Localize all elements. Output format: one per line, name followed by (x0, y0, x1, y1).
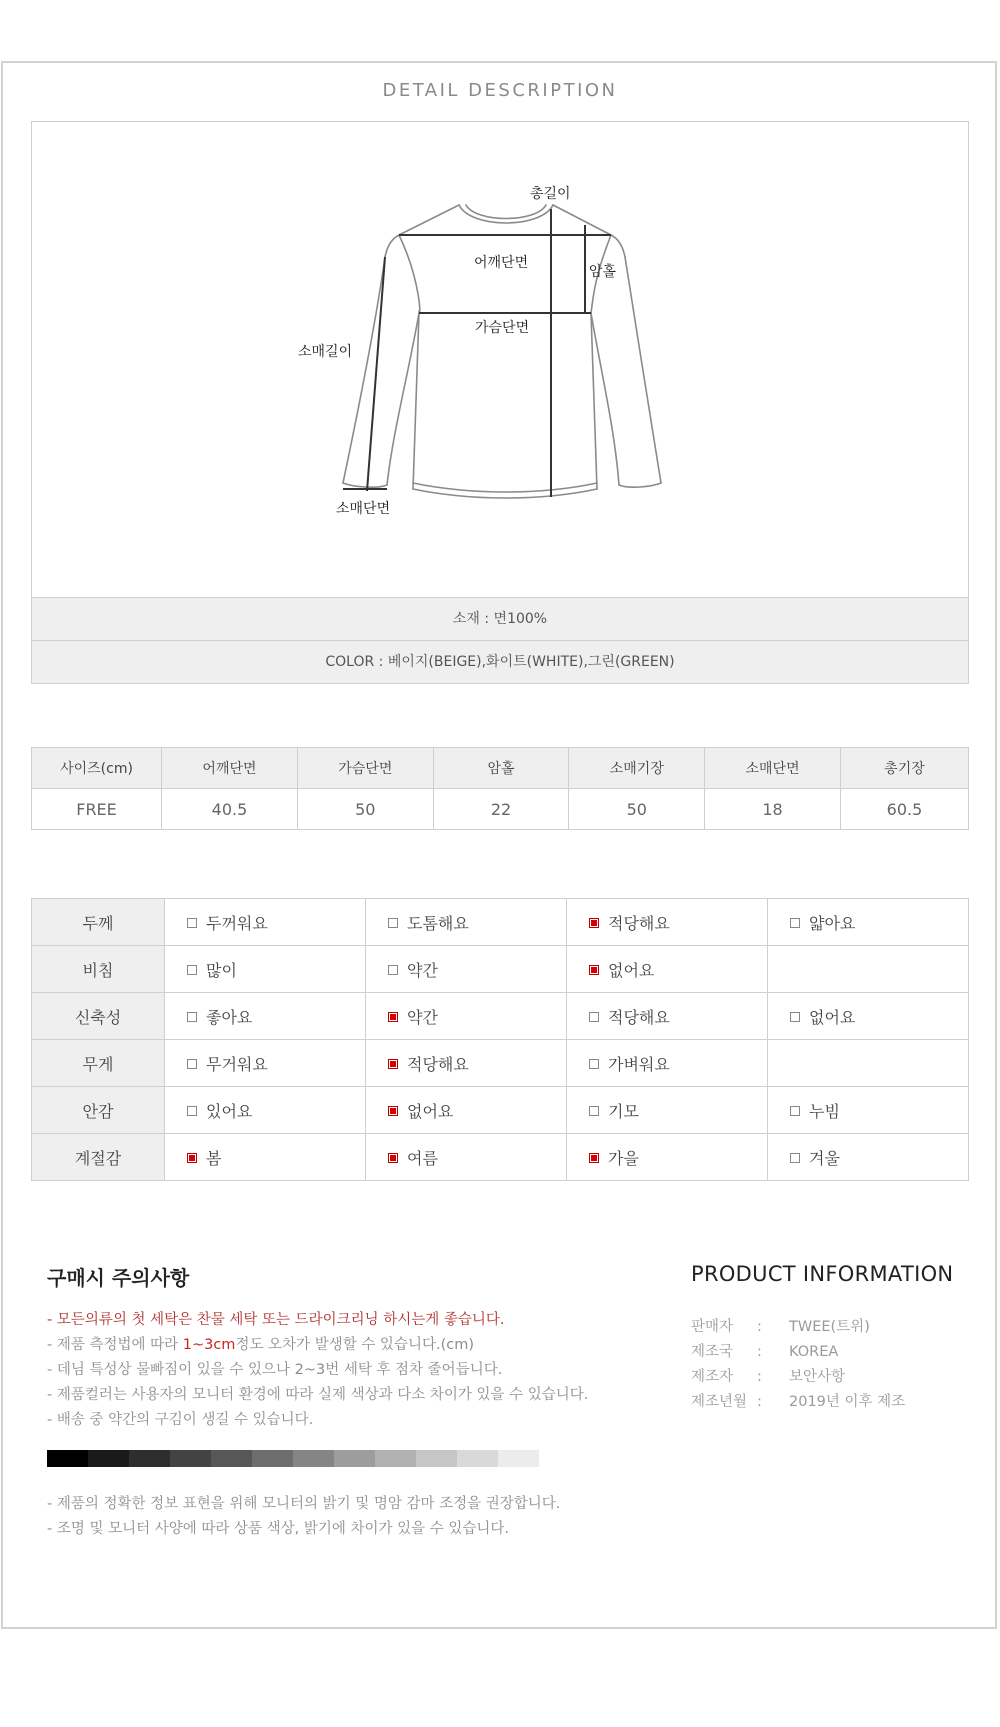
size-table (31, 747, 969, 830)
size-cell: 50 (569, 789, 705, 830)
property-option (567, 946, 768, 993)
label-total-length: 총길이 (530, 186, 571, 202)
product-info-row (691, 1365, 845, 1386)
unchecked-box-icon (187, 965, 197, 975)
gray-swatch (88, 1450, 129, 1467)
checked-box-icon (388, 1059, 398, 1069)
property-option-label: 많이 (206, 960, 237, 980)
property-option-label: 두꺼워요 (206, 913, 268, 933)
notice-highlight: 1~3cm (182, 1337, 236, 1353)
property-name: 두께 (32, 899, 165, 946)
checked-box-icon (388, 1106, 398, 1116)
property-option-label: 누빔 (809, 1101, 840, 1121)
checked-box-icon (589, 1153, 599, 1163)
gray-swatch (498, 1450, 539, 1467)
property-option (567, 993, 768, 1040)
notice-line: - 제품의 정확한 정보 표현을 위해 모니터의 밝기 및 명암 감마 조정을 권장합니다. (47, 1496, 561, 1512)
unchecked-box-icon (790, 918, 800, 928)
gray-swatch (375, 1450, 416, 1467)
product-info-row (691, 1390, 905, 1411)
property-option-label: 무거워요 (206, 1054, 268, 1074)
size-header-cell: 사이즈(cm) (32, 748, 162, 789)
label-armhole: 암홀 (589, 264, 617, 280)
label-chest-width: 가슴단면 (475, 320, 530, 336)
notice-line: - 조명 및 모니터 사양에 따라 상품 색상, 밝기에 차이가 있을 수 있습니다. (47, 1521, 509, 1537)
label-sleeve-length: 소매길이 (298, 344, 353, 360)
unchecked-box-icon (589, 1012, 599, 1022)
gray-swatch (457, 1450, 498, 1467)
gray-swatch (416, 1450, 457, 1467)
size-header-cell: 총기장 (840, 748, 968, 789)
property-name: 비침 (32, 946, 165, 993)
property-name: 안감 (32, 1087, 165, 1134)
notice-text: 정도 오차가 발생할 수 있습니다.(cm) (235, 1337, 474, 1353)
product-info-value: KOREA (789, 1344, 839, 1360)
checked-box-icon (388, 1012, 398, 1022)
size-table-header (32, 748, 969, 789)
size-header-cell: 어깨단면 (162, 748, 298, 789)
product-info-row (691, 1340, 838, 1361)
property-name: 계절감 (32, 1134, 165, 1181)
product-info-key: 제조자 (691, 1369, 734, 1385)
property-option (768, 946, 969, 993)
checked-box-icon (187, 1153, 197, 1163)
table-row (32, 899, 969, 946)
unchecked-box-icon (187, 1059, 197, 1069)
product-info-row (691, 1315, 870, 1336)
property-option (567, 1134, 768, 1181)
size-header-cell: 소매기장 (569, 748, 705, 789)
size-cell: FREE (32, 789, 162, 830)
size-cell: 60.5 (840, 789, 968, 830)
size-header-cell: 가슴단면 (297, 748, 433, 789)
product-info-title: PRODUCT INFORMATION (691, 1262, 954, 1286)
notice-line: - 데님 특성상 물빠짐이 있을 수 있으나 2~3번 세탁 후 점차 줄어듭니다. (47, 1362, 503, 1378)
product-info-separator: : (757, 1394, 762, 1410)
gray-swatch (47, 1450, 88, 1467)
notice-line (47, 1333, 474, 1354)
property-option (567, 1087, 768, 1134)
property-option (366, 993, 567, 1040)
size-cell: 18 (705, 789, 841, 830)
property-option-label: 있어요 (206, 1101, 253, 1121)
property-option-label: 약간 (407, 1007, 438, 1027)
product-info-separator: : (757, 1319, 762, 1335)
property-option (366, 1040, 567, 1087)
property-table (31, 898, 969, 1181)
size-cell: 40.5 (162, 789, 298, 830)
checked-box-icon (589, 918, 599, 928)
property-option-label: 약간 (407, 960, 438, 980)
table-row (32, 1087, 969, 1134)
size-cell: 22 (433, 789, 569, 830)
property-option-label: 적당해요 (608, 1007, 670, 1027)
table-row (32, 1134, 969, 1181)
property-option (366, 1087, 567, 1134)
unchecked-box-icon (589, 1059, 599, 1069)
property-option-label: 좋아요 (206, 1007, 253, 1027)
property-option-label: 가벼워요 (608, 1054, 670, 1074)
notice-line: - 제품컬러는 사용자의 모니터 환경에 따라 실제 색상과 다소 차이가 있을 수 있습니다. (47, 1387, 589, 1403)
property-option (768, 899, 969, 946)
notice-text: - 제품 측정법에 따라 (47, 1337, 183, 1353)
property-option-label: 없어요 (407, 1101, 454, 1121)
property-option (768, 1134, 969, 1181)
material-row: 소재 : 면100% (31, 597, 969, 641)
property-option-label: 가을 (608, 1148, 639, 1168)
gray-swatch (293, 1450, 334, 1467)
property-option-label: 봄 (206, 1148, 222, 1168)
property-option (165, 993, 366, 1040)
property-option (366, 1134, 567, 1181)
property-option (165, 1134, 366, 1181)
notice-title: 구매시 주의사항 (47, 1266, 190, 1290)
property-option-label: 적당해요 (407, 1054, 469, 1074)
property-name: 신축성 (32, 993, 165, 1040)
property-option (567, 1040, 768, 1087)
table-row (32, 946, 969, 993)
product-info-separator: : (757, 1369, 762, 1385)
gray-swatch (252, 1450, 293, 1467)
gray-swatch (211, 1450, 252, 1467)
checked-box-icon (589, 965, 599, 975)
unchecked-box-icon (790, 1153, 800, 1163)
table-row (32, 993, 969, 1040)
property-option-label: 여름 (407, 1148, 438, 1168)
property-option-label: 없어요 (809, 1007, 856, 1027)
size-header-cell: 암홀 (433, 748, 569, 789)
gray-swatch (129, 1450, 170, 1467)
table-row (32, 789, 969, 830)
gray-swatch (334, 1450, 375, 1467)
product-info-separator: : (757, 1344, 762, 1360)
unchecked-box-icon (589, 1106, 599, 1116)
gray-scale-bar (47, 1450, 539, 1467)
label-shoulder-width: 어깨단면 (474, 255, 529, 271)
unchecked-box-icon (388, 918, 398, 928)
property-option (165, 946, 366, 993)
unchecked-box-icon (187, 1012, 197, 1022)
property-option (366, 946, 567, 993)
property-option (165, 899, 366, 946)
size-cell: 50 (297, 789, 433, 830)
property-option-label: 기모 (608, 1101, 639, 1121)
color-row: COLOR : 베이지(BEIGE),화이트(WHITE),그린(GREEN) (31, 640, 969, 684)
property-option (768, 993, 969, 1040)
table-row (32, 1040, 969, 1087)
property-option (165, 1040, 366, 1087)
product-info-value: 2019년 이후 제조 (789, 1394, 906, 1410)
label-sleeve-width: 소매단면 (336, 501, 391, 517)
property-option-label: 적당해요 (608, 913, 670, 933)
product-info-value: 보안사항 (789, 1369, 846, 1385)
property-option (768, 1040, 969, 1087)
property-option (165, 1087, 366, 1134)
section-title: DETAIL DESCRIPTION (382, 80, 618, 101)
notice-line: - 모든의류의 첫 세탁은 찬물 세탁 또는 드라이크리닝 하시는게 좋습니다. (47, 1312, 505, 1328)
property-option (366, 899, 567, 946)
unchecked-box-icon (187, 918, 197, 928)
unchecked-box-icon (790, 1012, 800, 1022)
product-info-value: TWEE(트위) (789, 1319, 870, 1335)
unchecked-box-icon (187, 1106, 197, 1116)
property-option-label: 없어요 (608, 960, 655, 980)
property-option (768, 1087, 969, 1134)
property-name: 무게 (32, 1040, 165, 1087)
checked-box-icon (388, 1153, 398, 1163)
product-info-key: 제조년월 (691, 1394, 748, 1410)
unchecked-box-icon (790, 1106, 800, 1116)
size-header-cell: 소매단면 (705, 748, 841, 789)
gray-swatch (170, 1450, 211, 1467)
notice-line: - 배송 중 약간의 구김이 생길 수 있습니다. (47, 1412, 314, 1428)
property-option-label: 도톰해요 (407, 913, 469, 933)
product-info-key: 제조국 (691, 1344, 734, 1360)
product-info-key: 판매자 (691, 1319, 734, 1335)
property-option-label: 겨울 (809, 1148, 840, 1168)
property-option (567, 899, 768, 946)
property-option-label: 얇아요 (809, 913, 856, 933)
unchecked-box-icon (388, 965, 398, 975)
